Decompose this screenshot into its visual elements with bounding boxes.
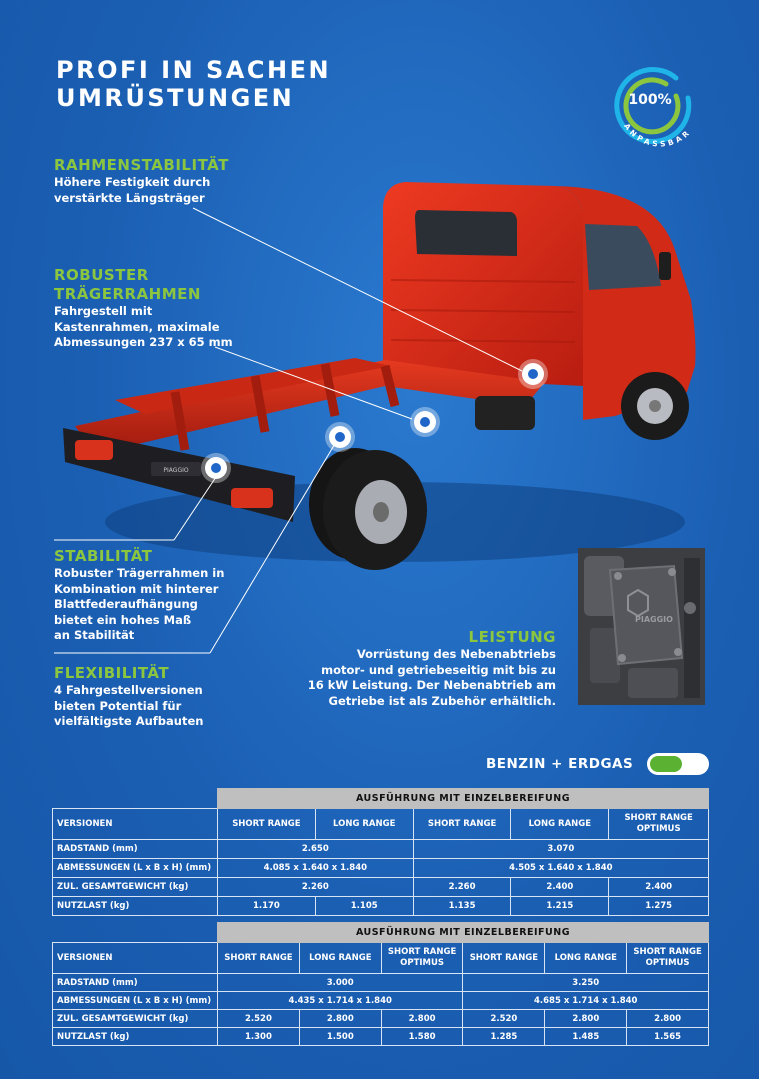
version-cell: SHORT RANGE bbox=[413, 809, 511, 840]
row-label: ZUL. GESAMTGEWICHT (kg) bbox=[53, 1010, 218, 1028]
feature-text-line: Getriebe ist als Zubehör erhältlich. bbox=[328, 693, 556, 708]
feature-text-line: Kastenrahmen, maximale bbox=[54, 319, 220, 334]
table-group-header: AUSFÜHRUNG MIT EINZELBEREIFUNG bbox=[217, 789, 708, 809]
versions-label: VERSIONEN bbox=[53, 943, 218, 974]
feature-heading: RAHMENSTABILITÄT bbox=[54, 156, 229, 174]
version-cell: SHORT RANGE OPTIMUS bbox=[627, 943, 709, 974]
table-cell: 4.505 x 1.640 x 1.840 bbox=[413, 859, 708, 878]
row-label: RADSTAND (mm) bbox=[53, 840, 218, 859]
spec-table-1 bbox=[52, 788, 709, 916]
feature-text-line: Robuster Trägerrahmen in bbox=[54, 566, 225, 580]
table-cell: 1.275 bbox=[609, 897, 709, 916]
page-title-line-1: PROFI IN SACHEN bbox=[56, 56, 332, 84]
feature-flexibilitaet bbox=[54, 664, 203, 730]
table-cell: 2.800 bbox=[627, 1010, 709, 1028]
table-cell: 1.285 bbox=[463, 1028, 545, 1046]
table-corner bbox=[53, 789, 218, 809]
fuel-toggle[interactable] bbox=[647, 753, 709, 775]
table-cell: 1.565 bbox=[627, 1028, 709, 1046]
feature-text-line: vielfältigste Aufbauten bbox=[54, 714, 204, 728]
version-cell: SHORT RANGE bbox=[217, 809, 315, 840]
table-cell: 1.580 bbox=[381, 1028, 463, 1046]
feature-heading: TRÄGERRAHMEN bbox=[54, 285, 201, 303]
badge-arc-text: ANPASSBAR bbox=[622, 121, 694, 149]
table-cell: 2.650 bbox=[217, 840, 413, 859]
feature-heading: FLEXIBILITÄT bbox=[54, 664, 170, 682]
feature-heading: ROBUSTER bbox=[54, 266, 149, 284]
table-cell: 1.500 bbox=[299, 1028, 381, 1046]
row-label: ABMESSUNGEN (L x B x H) (mm) bbox=[53, 992, 218, 1010]
table-cell: 1.300 bbox=[217, 1028, 299, 1046]
table-cell: 3.000 bbox=[217, 974, 462, 992]
table-cell: 4.685 x 1.714 x 1.840 bbox=[463, 992, 709, 1010]
table-cell: 2.260 bbox=[413, 878, 511, 897]
feature-rahmenstabilitaet bbox=[54, 156, 229, 206]
feature-text-line: bietet ein hohes Maß bbox=[54, 612, 192, 627]
row-label: RADSTAND (mm) bbox=[53, 974, 218, 992]
feature-text-line: an Stabilität bbox=[54, 628, 135, 642]
fuel-type-label: BENZIN + ERDGAS bbox=[486, 756, 634, 772]
table-cell: 1.105 bbox=[315, 897, 413, 916]
engine-image bbox=[578, 548, 705, 705]
table-cell: 1.135 bbox=[413, 897, 511, 916]
version-cell: LONG RANGE bbox=[299, 943, 381, 974]
version-cell: SHORT RANGE OPTIMUS bbox=[609, 809, 709, 840]
row-label: NUTZLAST (kg) bbox=[53, 1028, 218, 1046]
table-cell: 2.520 bbox=[217, 1010, 299, 1028]
table-cell: 1.215 bbox=[511, 897, 609, 916]
page-title-line-2: UMRÜSTUNGEN bbox=[56, 84, 295, 112]
feature-heading: STABILITÄT bbox=[54, 547, 153, 565]
version-cell: LONG RANGE bbox=[315, 809, 413, 840]
table-cell: 1.485 bbox=[545, 1028, 627, 1046]
feature-text-line: verstärkte Längsträger bbox=[54, 190, 205, 205]
table-cell: 2.800 bbox=[381, 1010, 463, 1028]
feature-text-line: Höhere Festigkeit durch bbox=[54, 175, 211, 189]
table-cell: 2.800 bbox=[299, 1010, 381, 1028]
badge-percent: 100% bbox=[628, 92, 672, 108]
row-label: ABMESSUNGEN (L x B x H) (mm) bbox=[53, 859, 218, 878]
row-label: ZUL. GESAMTGEWICHT (kg) bbox=[53, 878, 218, 897]
table-cell: 1.170 bbox=[217, 897, 315, 916]
feature-stabilitaet bbox=[54, 547, 224, 644]
feature-text-line: 4 Fahrgestellversionen bbox=[54, 683, 203, 697]
feature-text-line: Blattfederaufhängung bbox=[54, 597, 198, 611]
feature-text-line: Fahrgestell mit bbox=[54, 304, 153, 318]
table-cell: 2.400 bbox=[511, 878, 609, 897]
table-cell: 2.800 bbox=[545, 1010, 627, 1028]
feature-text-line: Vorrüstung des Nebenabtriebs bbox=[356, 647, 556, 661]
row-label: NUTZLAST (kg) bbox=[53, 897, 218, 916]
feature-heading: LEISTUNG bbox=[468, 628, 556, 646]
table-cell: 2.400 bbox=[609, 878, 709, 897]
feature-text-line: motor- und getriebeseitig mit bis zu bbox=[321, 662, 556, 677]
table-cell: 4.435 x 1.714 x 1.840 bbox=[217, 992, 462, 1010]
table-cell: 4.085 x 1.640 x 1.840 bbox=[217, 859, 413, 878]
table-group-header: AUSFÜHRUNG MIT EINZELBEREIFUNG bbox=[217, 923, 708, 943]
table-cell: 3.250 bbox=[463, 974, 709, 992]
truck-plate-text: PIAGGIO bbox=[163, 467, 189, 474]
fuel-toggle-knob bbox=[650, 756, 682, 772]
feature-text-line: 16 kW Leistung. Der Nebenabtrieb am bbox=[307, 678, 556, 692]
version-cell: LONG RANGE bbox=[545, 943, 627, 974]
version-cell: LONG RANGE bbox=[511, 809, 609, 840]
table-cell: 3.070 bbox=[413, 840, 708, 859]
table-corner bbox=[53, 923, 218, 943]
engine-brand-text: PIAGGIO bbox=[635, 615, 673, 624]
spec-table-2 bbox=[52, 922, 709, 1046]
version-cell: SHORT RANGE bbox=[463, 943, 545, 974]
versions-label: VERSIONEN bbox=[53, 809, 218, 840]
feature-leistung bbox=[308, 628, 556, 709]
version-cell: SHORT RANGE OPTIMUS bbox=[381, 943, 463, 974]
version-cell: SHORT RANGE bbox=[217, 943, 299, 974]
feature-robuster-traegerrahmen bbox=[54, 266, 233, 351]
fuel-type-row bbox=[486, 753, 709, 775]
feature-text-line: bieten Potential für bbox=[54, 698, 182, 713]
table-cell: 2.260 bbox=[217, 878, 413, 897]
feature-text-line: Abmessungen 237 x 65 mm bbox=[54, 335, 233, 349]
table-cell: 2.520 bbox=[463, 1010, 545, 1028]
feature-text-line: Kombination mit hinterer bbox=[54, 581, 219, 596]
